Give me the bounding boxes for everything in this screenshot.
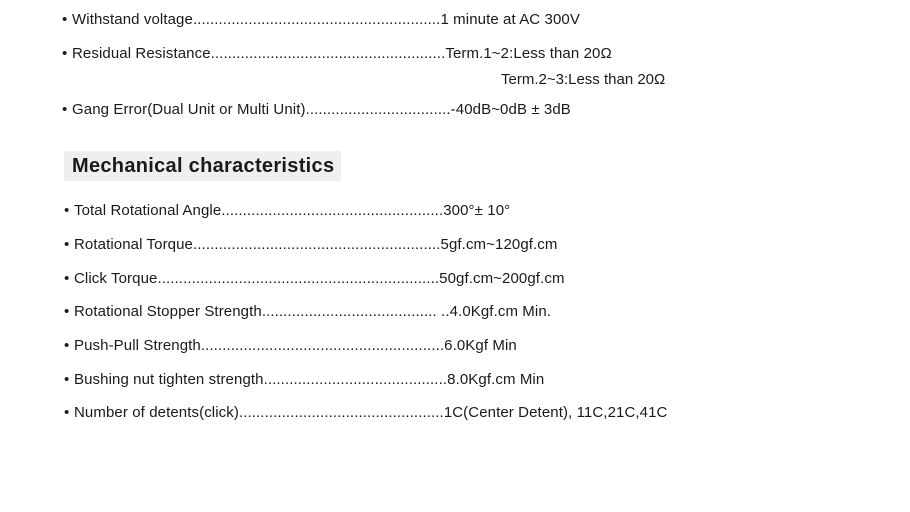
spec-value: 1C(Center Detent), 11C,21C,41C <box>443 404 668 421</box>
spec-label: Bushing nut tighten strength <box>74 371 264 388</box>
bullet: • <box>64 337 70 354</box>
dot-leader: .................................................... <box>221 202 444 219</box>
spec-label: Rotational Stopper Strength <box>74 303 262 320</box>
bullet: • <box>64 270 70 287</box>
dot-leader: ......................................................... <box>200 337 445 354</box>
spec-value: 300°± 10° <box>443 202 511 219</box>
spec-label: Residual Resistance <box>72 45 211 62</box>
spec-value: Term.1~2:Less than 20Ω <box>445 45 612 62</box>
spec-line-gang-error <box>62 101 571 119</box>
spec-label: Withstand voltage <box>72 11 193 28</box>
bullet: • <box>62 101 68 118</box>
dot-leader: ....................................................... <box>210 45 446 62</box>
spec-line-residual-resistance <box>62 45 612 63</box>
spec-line-rotational-stopper-strength <box>64 303 551 321</box>
bullet: • <box>64 303 70 320</box>
spec-label: Push-Pull Strength <box>74 337 201 354</box>
dot-leader: .......................................................... <box>192 11 441 28</box>
dot-leader: ................................................ <box>238 404 444 421</box>
bullet: • <box>64 371 70 388</box>
bullet: • <box>64 404 70 421</box>
spec-label: Gang Error(Dual Unit or Multi Unit) <box>72 101 306 118</box>
dot-leader: ........................................... <box>263 371 448 388</box>
spec-value: -40dB~0dB ± 3dB <box>450 101 571 118</box>
spec-value: 1 minute at AC 300V <box>440 11 580 28</box>
spec-value: 6.0Kgf Min <box>444 337 517 354</box>
spec-line-rotational-torque <box>64 236 558 254</box>
bullet: • <box>64 202 70 219</box>
dot-leader: .......................................................... <box>193 236 441 253</box>
spec-value: 5gf.cm~120gf.cm <box>440 236 558 253</box>
spec-line-bushing-nut-tighten-strength <box>64 371 544 389</box>
spec-line-click-torque <box>64 270 565 288</box>
spec-value: 4.0Kgf.cm Min. <box>449 303 552 320</box>
spec-line-number-of-detents <box>64 404 667 422</box>
spec-label: Total Rotational Angle <box>74 202 222 219</box>
bullet: • <box>62 11 68 28</box>
section-heading-mechanical: Mechanical characteristics <box>64 151 341 181</box>
bullet: • <box>62 45 68 62</box>
spec-line-push-pull-strength <box>64 337 517 355</box>
dot-leader: .................................................................. <box>157 270 440 287</box>
dot-leader: ......................................... .. <box>261 303 450 320</box>
spec-value: 8.0Kgf.cm Min <box>447 371 545 388</box>
spec-value-continuation: Term.2~3:Less than 20Ω <box>501 71 666 88</box>
spec-value: 50gf.cm~200gf.cm <box>439 270 565 287</box>
bullet: • <box>64 236 70 253</box>
spec-label: Click Torque <box>74 270 158 287</box>
spec-label: Rotational Torque <box>74 236 194 253</box>
spec-label: Number of detents(click) <box>74 404 239 421</box>
dot-leader: .................................. <box>305 101 451 118</box>
spec-line-total-rotational-angle <box>64 202 510 220</box>
spec-line-withstand-voltage <box>62 11 580 29</box>
